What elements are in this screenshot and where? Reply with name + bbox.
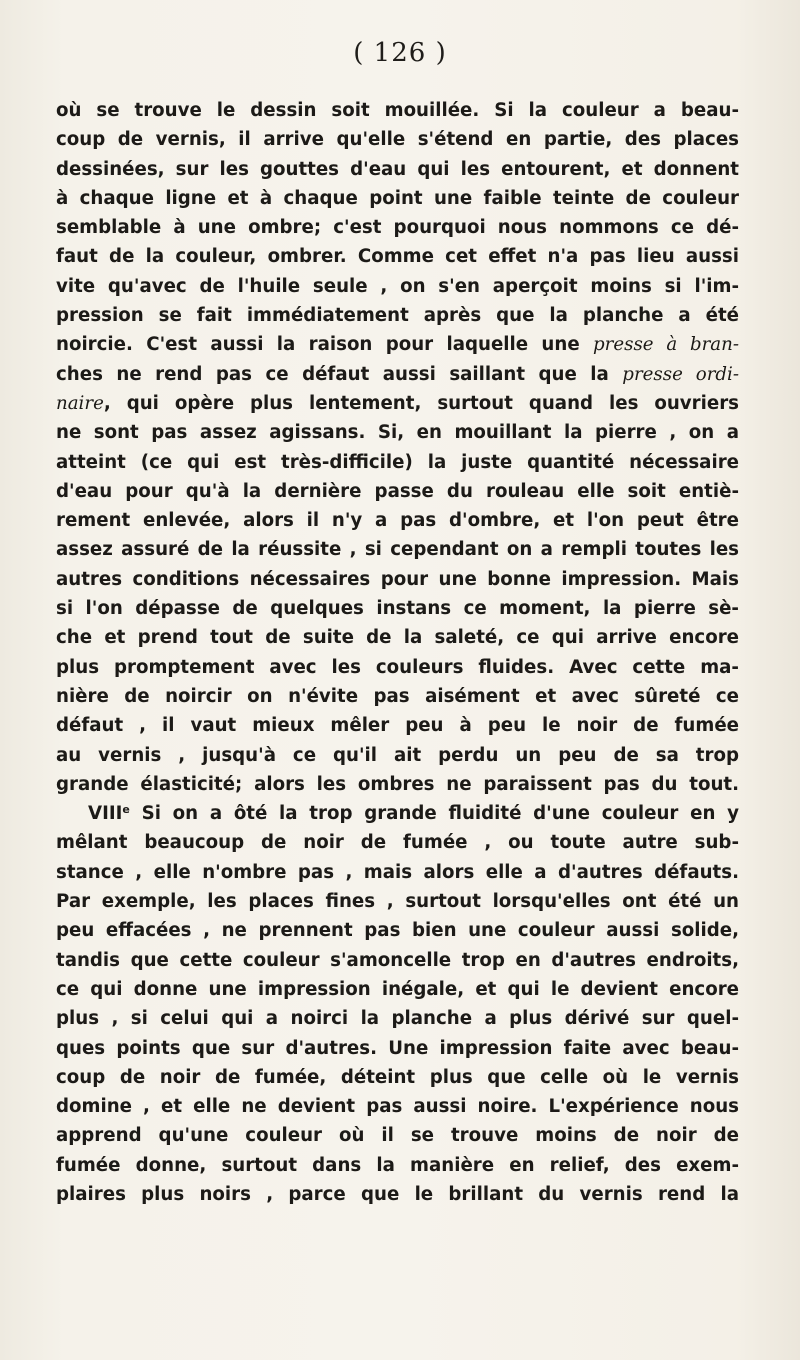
text-line: plus , si celui qui a noirci la planche a plus dérivé sur quel-: [56, 1008, 739, 1030]
italic-term: presse ordi-: [622, 363, 740, 385]
text-line: faut de la couleur, ombrer. Comme cet effet n'a pas lieu aussi: [56, 246, 739, 268]
text-line: peu effacées , ne prennent pas bien une couleur aussi solide,: [56, 920, 739, 942]
text-line: apprend qu'une couleur où il se trouve moins de noir de: [56, 1125, 739, 1147]
text-segment: Si on a ôté la trop grande fluidité d'une couleur en y: [141, 803, 739, 825]
section-line: [56, 799, 739, 828]
section-numeral: VIIIe: [88, 803, 130, 825]
text-line: défaut , il vaut mieux mêler peu à peu le noir de fumée: [56, 715, 739, 737]
text-line: autres conditions nécessaires pour une bonne impression. Mais: [56, 568, 739, 590]
text-line: plus promptement avec les couleurs fluides. Avec cette ma-: [56, 656, 739, 678]
text-line: coup de vernis, il arrive qu'elle s'étend en partie, des places: [56, 129, 739, 151]
text-line: d'eau pour qu'à la dernière passe du rouleau elle soit entiè-: [56, 480, 739, 502]
text-line: domine , et elle ne devient pas aussi noire. L'expérience nous: [56, 1096, 739, 1118]
text-line: semblable à une ombre; c'est pourquoi nous nommons ce dé-: [56, 217, 739, 239]
page-number: ( 126 ): [353, 38, 447, 68]
text-line: atteint (ce qui est très-difficile) la juste quantité nécessaire: [56, 451, 739, 473]
text-line: coup de noir de fumée, déteint plus que celle où le vernis: [56, 1066, 739, 1088]
italic-term: naire: [56, 392, 104, 414]
text-line: pression se fait immédiatement après que la planche a été: [56, 305, 739, 327]
text-segment: ches ne rend pas ce défaut aussi saillant que la: [56, 363, 623, 385]
text-line: rement enlevée, alors il n'y a pas d'ombre, et l'on peut être: [56, 510, 739, 532]
text-line: vite qu'avec de l'huile seule , on s'en aperçoit moins si l'im-: [56, 275, 739, 297]
text-line: ce qui donne une impression inégale, et qui le devient encore: [56, 978, 739, 1000]
text-line-with-italic: [56, 389, 739, 418]
text-segment: , qui opère plus lentement, surtout quand les ouvriers: [103, 392, 739, 414]
text-line: nière de noircir on n'évite pas aisément et avec sûreté ce: [56, 685, 739, 707]
text-line: ne sont pas assez agissans. Si, en mouillant la pierre , on a: [56, 422, 739, 444]
text-line: au vernis , jusqu'à ce qu'il ait perdu un peu de sa trop: [56, 744, 739, 766]
text-line: stance , elle n'ombre pas , mais alors elle a d'autres défauts.: [56, 861, 739, 883]
text-line: plaires plus noirs , parce que le brillant du vernis rend la: [56, 1183, 739, 1205]
text-line-with-italic: [56, 330, 739, 359]
body-text: [56, 96, 739, 1209]
text-line: dessinées, sur les gouttes d'eau qui les entourent, et donnent: [56, 158, 739, 180]
text-line: ques points que sur d'autres. Une impression faite avec beau-: [56, 1037, 739, 1059]
text-segment: noircie. C'est aussi la raison pour laquelle une: [56, 334, 594, 356]
text-line: où se trouve le dessin soit mouillée. Si la couleur a beau-: [56, 100, 739, 121]
text-line: à chaque ligne et à chaque point une faible teinte de couleur: [56, 187, 739, 209]
text-line: mêlant beaucoup de noir de fumée , ou toute autre sub-: [56, 832, 739, 854]
text-line: che et prend tout de suite de la saleté, ce qui arrive encore: [56, 627, 739, 649]
text-line: Par exemple, les places fines , surtout lorsqu'elles ont été un: [56, 891, 739, 913]
text-line: si l'on dépasse de quelques instans ce moment, la pierre sè-: [56, 598, 739, 620]
text-line-with-italic: [56, 360, 739, 389]
text-line: grande élasticité; alors les ombres ne paraissent pas du tout.: [56, 773, 739, 795]
italic-term: presse à bran-: [593, 334, 739, 356]
text-line: assez assuré de la réussite , si cependant on a rempli toutes les: [56, 539, 739, 561]
text-line: fumée donne, surtout dans la manière en relief, des exem-: [56, 1154, 739, 1176]
text-line: tandis que cette couleur s'amoncelle trop en d'autres endroits,: [56, 949, 739, 971]
